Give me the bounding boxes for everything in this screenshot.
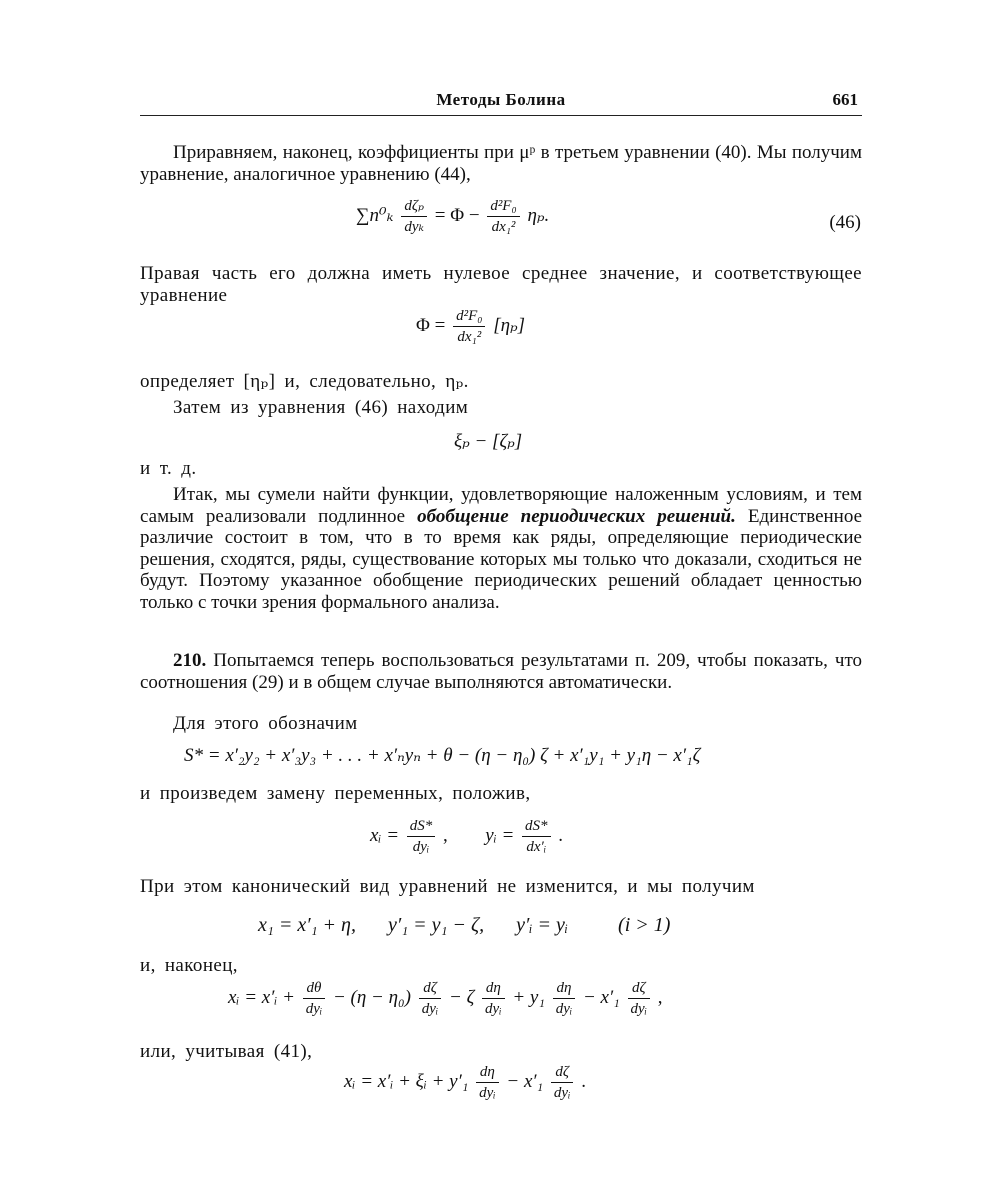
paragraph-etc: и т. д.	[140, 458, 197, 479]
eq-f-a: xᵢ = x′ᵢ +	[228, 986, 295, 1008]
conclusion-text-b: Единственное различие состоит в том, что в то время как ряды, определяющие периодические решения, сходятся, ряды, существование которых мы только что доказали, сходиться не будут. Поэтому указанное обобщение периодических решений обладает ценностью только с точки зрения формального анализа.	[140, 505, 862, 613]
equation-xi-yi: xᵢ = dS* dyᵢ , yᵢ = $\frac{dS*}{\text{dx′ᵢ}}$ .	[370, 818, 564, 855]
eq-phi-num: d²F₀	[453, 306, 485, 327]
paragraph-conclusion	[140, 484, 862, 613]
eq-g-d1: dyᵢ	[479, 1085, 496, 1101]
paragraph-determines: определяет [ηₚ] и, следовательно, ηₚ.	[140, 371, 469, 392]
eq-f-b: − (η − η₀)	[332, 986, 411, 1008]
eq-f-d3: dyᵢ	[485, 1001, 502, 1017]
eq-phi-lhs: Φ =	[416, 314, 446, 336]
paragraph-substitution: и произведем замену переменных, положив,	[140, 783, 531, 804]
eq-g-n2: dζ	[551, 1062, 574, 1083]
eq-f-d5: dyᵢ	[630, 1001, 648, 1017]
eq-t4: (i > 1)	[618, 914, 671, 936]
eq46-fraction-1	[401, 196, 427, 237]
eq-f-fraction-3	[482, 978, 505, 1019]
eq46-sum: ∑n⁰ₖ	[356, 204, 394, 226]
eq-g-b: − x′₁	[506, 1070, 544, 1092]
running-title: Методы Болина	[436, 90, 566, 109]
paragraph-canonical: При этом канонический вид уравнений не изменится, и мы получим	[140, 876, 755, 897]
eq-g-n1: dη	[476, 1062, 499, 1083]
eq-f-d: + y₁	[512, 986, 545, 1008]
eq46-num1: dζₚ	[401, 196, 427, 217]
eq-g-d2: dyᵢ	[553, 1085, 571, 1101]
eq-phi-den: dx₁²	[457, 329, 482, 345]
conclusion-text-a: Итак, мы сумели найти функции, удовлетворяющие наложенным условиям, и тем самым реализовали подлинное	[140, 484, 862, 527]
eq-y-tail: .	[558, 824, 564, 846]
paragraph-finally: и, наконец,	[140, 955, 238, 976]
eq-y-lhs: yᵢ =	[485, 824, 515, 846]
eq-f-n4: dη	[553, 978, 576, 999]
section-210	[140, 650, 862, 693]
eq-f-d2: dyᵢ	[421, 1001, 439, 1017]
eq-t3: y′ᵢ = yᵢ	[516, 914, 569, 936]
paragraph-right-side: Правая часть его должна иметь нулевое среднее значение, и соответствующее уравнение	[140, 263, 862, 306]
equation-phi	[416, 306, 525, 347]
eq-g-a: xᵢ = x′ᵢ + ξᵢ + y′₁	[344, 1070, 469, 1092]
equation-transform	[258, 914, 670, 937]
eq-x-fraction	[407, 816, 436, 857]
page-number: 661	[832, 90, 858, 109]
equation-xi-full	[228, 978, 663, 1019]
eq-f-fraction-4	[553, 978, 576, 1019]
equation-xi-final	[344, 1062, 586, 1103]
eq-phi-tail: [ηₚ]	[493, 314, 526, 336]
eq46-den1: dyₖ	[404, 219, 424, 235]
eq46-tail: ηₚ.	[527, 204, 550, 226]
section-210-text: Попытаемся теперь воспользоваться результатами п. 209, чтобы показать, что соотношения (29) и в общем случае выполняются автоматически.	[140, 650, 862, 693]
equation-46	[356, 196, 549, 237]
eq-f-n3: dη	[482, 978, 505, 999]
eq-x-num: dS*	[407, 816, 436, 837]
eq46-mid: = Φ −	[434, 204, 480, 226]
eq-g-c: .	[581, 1070, 586, 1092]
eq-f-n5: dζ	[628, 978, 651, 999]
eq-f-n1: dθ	[303, 978, 326, 999]
eq-y-den: dx′ᵢ	[526, 839, 547, 855]
equation-s-star: S* = x′₂y₂ + x′₃y₃ + . . . + x′ₙyₙ + θ − (η − η₀) ζ + x′₁y₁ + y₁η − x′₁ζ	[184, 745, 701, 766]
paragraph-then: Затем из уравнения (46) находим	[173, 397, 469, 418]
eq-f-fraction-1	[303, 978, 326, 1019]
eq-f-d1: dyᵢ	[305, 1001, 323, 1017]
eq-f-n2: dζ	[419, 978, 442, 999]
eq-f-d4: dyᵢ	[555, 1001, 573, 1017]
eq-f-f: ,	[657, 986, 663, 1008]
running-header	[140, 88, 862, 118]
equation-46-label: (46)	[829, 212, 861, 233]
conclusion-emphasis: обобщение периодических решений.	[417, 505, 736, 527]
eq-t2: y′₁ = y₁ − ζ,	[387, 914, 485, 936]
eq-f-fraction-5	[628, 978, 651, 1019]
eq-phi-fraction	[453, 306, 485, 347]
eq-x-lhs: xᵢ =	[370, 824, 400, 846]
paragraph-considering: или, учитывая (41),	[140, 1041, 313, 1062]
eq46-fraction-2	[487, 196, 519, 237]
header-rule	[140, 115, 862, 116]
eq-f-c: − ζ	[449, 986, 475, 1008]
eq-t1: x₁ = x′₁ + η,	[258, 914, 356, 936]
section-number: 210.	[173, 650, 207, 671]
eq-f-e: − x′₁	[582, 986, 620, 1008]
eq-x-den: dyᵢ	[412, 839, 430, 855]
eq-y-fraction	[522, 816, 551, 857]
eq-f-fraction-2	[419, 978, 442, 1019]
eq46-num2: d²F₀	[487, 196, 519, 217]
paragraph-coefficients: Приравняем, наконец, коэффициенты при μᵖ в третьем уравнении (40). Мы получим уравнение, аналогичное уравнению (44),	[140, 142, 862, 185]
eq-g-fraction-1	[476, 1062, 499, 1103]
eq-y-num: dS*	[522, 816, 551, 837]
equation-xi: ξₚ − [ζₚ]	[454, 431, 523, 452]
eq-g-fraction-2	[551, 1062, 574, 1103]
paragraph-denote: Для этого обозначим	[173, 713, 358, 734]
eq46-den2: dx₁²	[491, 219, 516, 235]
